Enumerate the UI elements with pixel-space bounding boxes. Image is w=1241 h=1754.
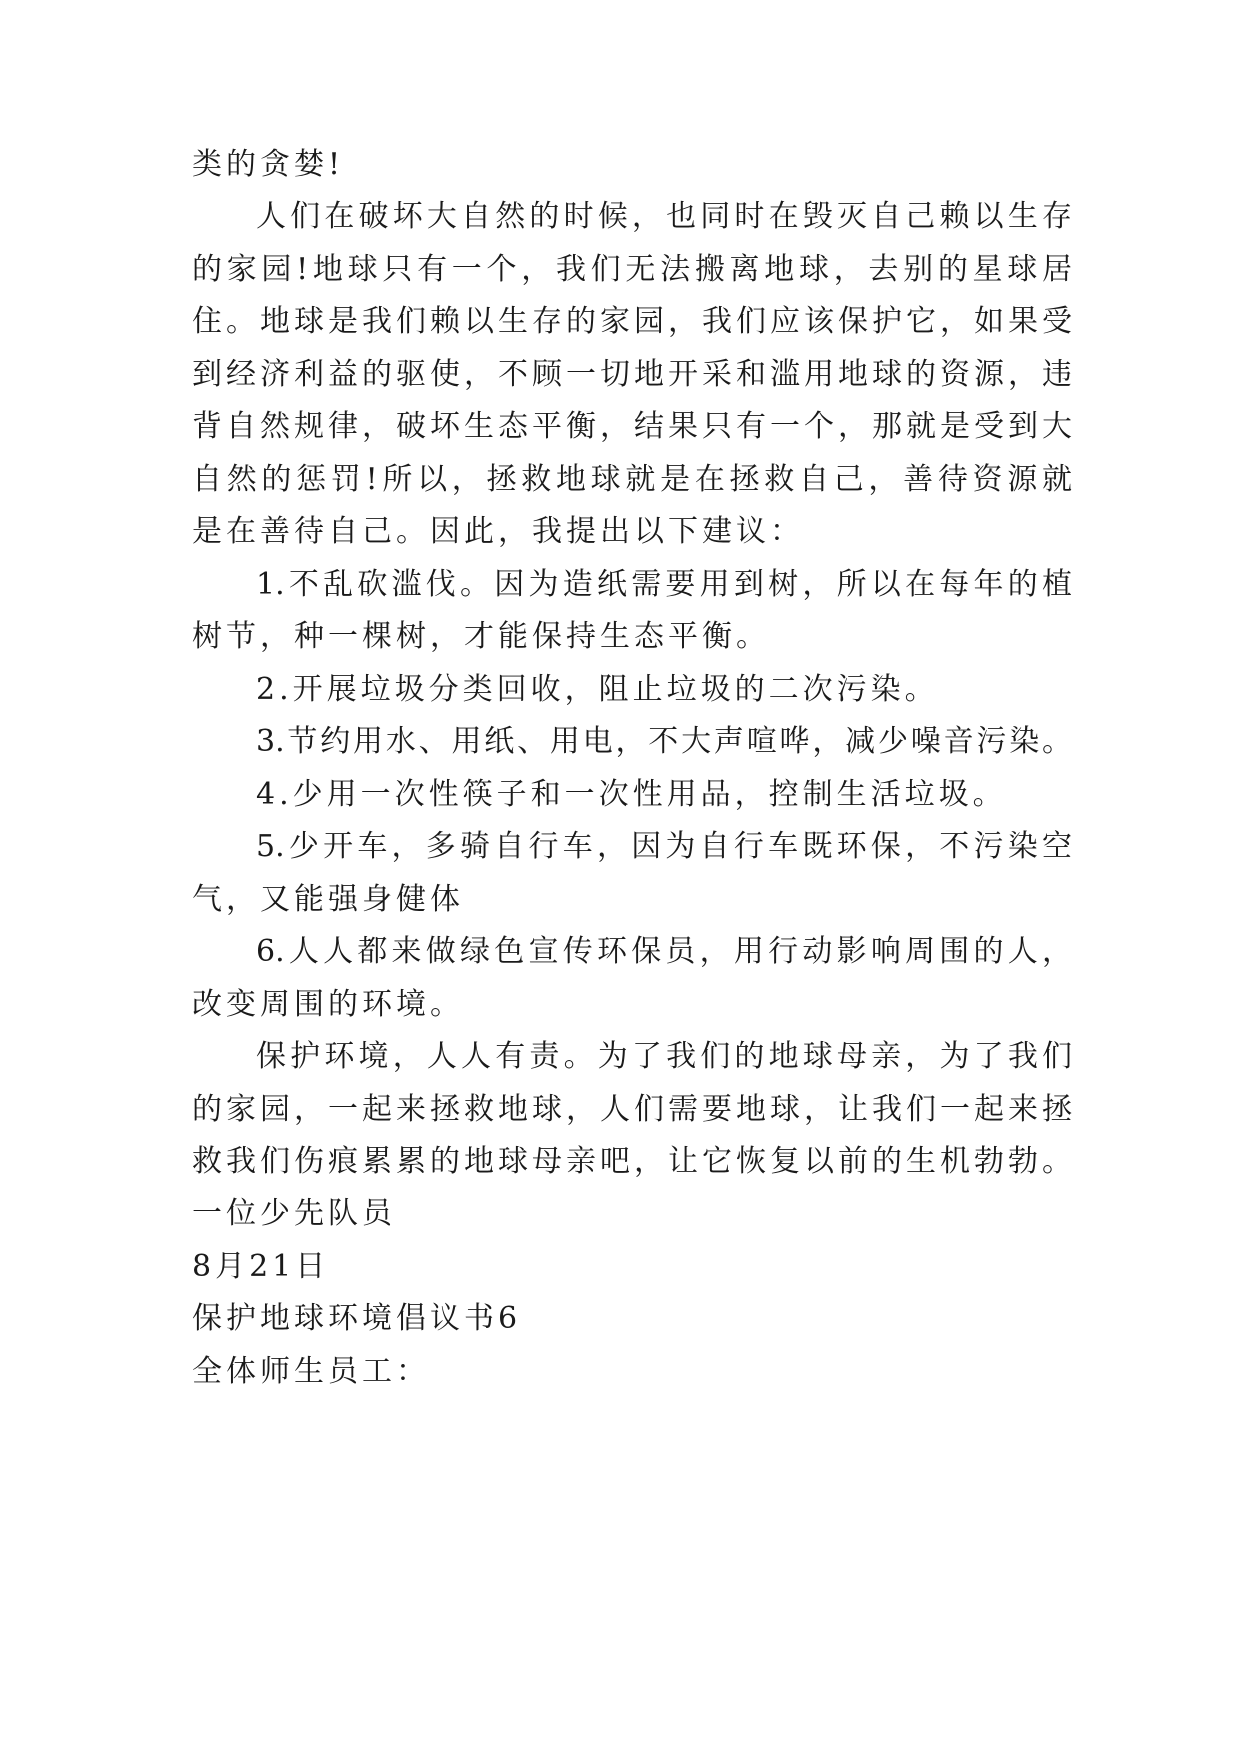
list-item: 1.不乱砍滥伐。因为造纸需要用到树，所以在每年的植 xyxy=(256,567,1072,602)
paragraph-line: 是在善待自己。因此，我提出以下建议： xyxy=(192,514,804,549)
list-item: 4.少用一次性筷子和一次性用品，控制生活垃圾。 xyxy=(256,777,1007,812)
salutation: 全体师生员工： xyxy=(192,1354,430,1389)
paragraph-line: 住。地球是我们赖以生存的家园，我们应该保护它，如果受 xyxy=(192,304,1072,339)
paragraph-line: 保护环境，人人有责。为了我们的地球母亲，为了我们 xyxy=(256,1039,1072,1074)
section-title: 保护地球环境倡议书6 xyxy=(192,1301,522,1336)
signature: 一位少先队员 xyxy=(192,1196,396,1231)
paragraph-line: 救我们伤痕累累的地球母亲吧，让它恢复以前的生机勃勃。 xyxy=(192,1144,1072,1179)
list-item: 3.节约用水、用纸、用电，不大声喧哗，减少噪音污染。 xyxy=(256,724,1072,759)
paragraph-line: 人们在破坏大自然的时候，也同时在毁灭自己赖以生存 xyxy=(256,199,1072,234)
paragraph-line: 的家园!地球只有一个，我们无法搬离地球，去别的星球居 xyxy=(192,252,1072,287)
paragraph-line: 的家园，一起来拯救地球，人们需要地球，让我们一起来拯 xyxy=(192,1092,1072,1127)
paragraph-line: 自然的惩罚!所以，拯救地球就是在拯救自己，善待资源就 xyxy=(192,462,1072,497)
list-item: 5.少开车，多骑自行车，因为自行车既环保，不污染空 xyxy=(256,829,1072,864)
paragraph-line: 类的贪婪! xyxy=(192,147,345,182)
paragraph-line: 背自然规律，破坏生态平衡，结果只有一个，那就是受到大 xyxy=(192,409,1072,444)
list-item-continuation: 气，又能强身健体 xyxy=(192,882,464,917)
list-item-continuation: 改变周围的环境。 xyxy=(192,987,464,1022)
date: 8月21日 xyxy=(192,1249,330,1284)
list-item: 6.人人都来做绿色宣传环保员，用行动影响周围的人， xyxy=(256,934,1072,969)
paragraph-line: 到经济利益的驱使，不顾一切地开采和滥用地球的资源，违 xyxy=(192,357,1072,392)
list-item-continuation: 树节，种一棵树，才能保持生态平衡。 xyxy=(192,619,770,654)
list-item: 2.开展垃圾分类回收，阻止垃圾的二次污染。 xyxy=(256,672,939,707)
